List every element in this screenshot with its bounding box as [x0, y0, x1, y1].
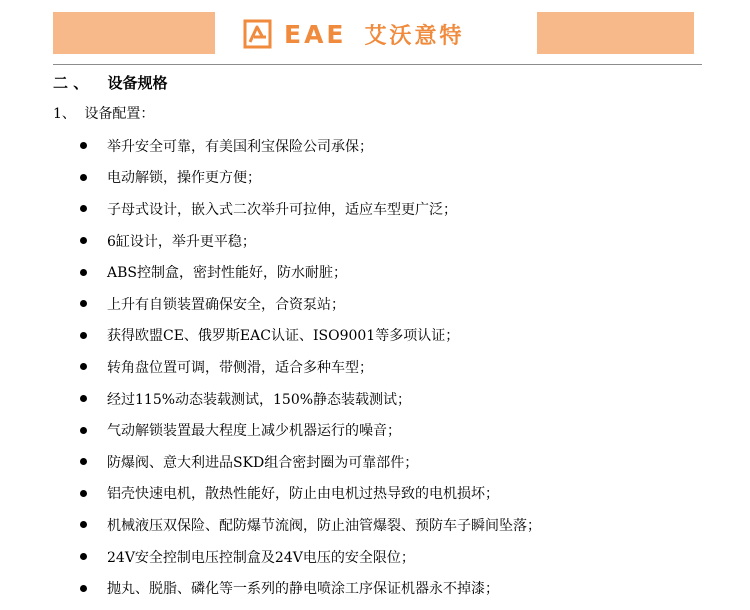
feature-text: 气动解锁装置最大程度上减少机器运行的噪音； — [107, 423, 401, 440]
feature-item — [80, 509, 541, 541]
bullet-icon — [80, 300, 87, 307]
bullet-icon — [80, 521, 87, 528]
subsection-title: 设备配置： — [84, 106, 155, 122]
feature-text: 24V安全控制电压控制盒及24V电压的安全限位； — [107, 549, 415, 566]
feature-text: ABS控制盒，密封性能好，防水耐脏； — [107, 265, 347, 282]
logo-latin-text: EAE — [284, 19, 347, 49]
feature-item — [80, 256, 541, 288]
header-band-left — [53, 12, 215, 54]
feature-text: 上升有自锁装置确保安全，合资泵站； — [107, 296, 345, 313]
feature-text: 子母式设计，嵌入式二次举升可拉伸，适应车型更广泛； — [107, 201, 457, 218]
feature-text: 获得欧盟CE、俄罗斯EAC认证、ISO9001等多项认证； — [107, 328, 460, 345]
feature-item — [80, 320, 541, 352]
bullet-icon — [80, 205, 87, 212]
bullet-icon — [80, 269, 87, 276]
feature-list — [80, 130, 541, 604]
logo-mark-icon — [242, 18, 276, 50]
feature-item — [80, 446, 541, 478]
section-number: 二 、 — [53, 74, 89, 92]
feature-item — [80, 225, 541, 257]
bullet-icon — [80, 395, 87, 402]
feature-text: 抛丸、脱脂、磷化等一系列的静电喷涂工序保证机器永不掉漆； — [107, 581, 499, 598]
section-title: 设备规格 — [107, 74, 168, 92]
feature-text: 经过115%动态装载测试，150%静态装载测试； — [107, 391, 412, 408]
feature-item — [80, 541, 541, 573]
feature-item — [80, 414, 541, 446]
feature-item — [80, 162, 541, 194]
bullet-icon — [80, 363, 87, 370]
feature-text: 转角盘位置可调，带侧滑，适合多种车型； — [107, 359, 373, 376]
header-band-right — [537, 12, 694, 54]
bullet-icon — [80, 332, 87, 339]
bullet-icon — [80, 553, 87, 560]
section-heading — [53, 72, 167, 93]
bullet-icon — [80, 458, 87, 465]
bullet-icon — [80, 427, 87, 434]
feature-text: 防爆阀、意大利进品SKD组合密封圈为可靠部件； — [107, 454, 419, 471]
feature-text: 机械液压双保险、配防爆节流阀，防止油管爆裂、预防车子瞬间坠落； — [107, 517, 541, 534]
header-divider — [53, 64, 702, 65]
feature-item — [80, 351, 541, 383]
feature-item — [80, 193, 541, 225]
bullet-icon — [80, 237, 87, 244]
feature-item — [80, 288, 541, 320]
bullet-icon — [80, 490, 87, 497]
subsection-number: 1、 — [53, 106, 76, 122]
feature-text: 电动解锁，操作更方便； — [107, 170, 261, 187]
feature-item — [80, 572, 541, 604]
bullet-icon — [80, 142, 87, 149]
bullet-icon — [80, 174, 87, 181]
bullet-icon — [80, 585, 87, 592]
subsection-heading — [53, 103, 154, 123]
feature-item — [80, 383, 541, 415]
feature-text: 6缸设计，举升更平稳； — [107, 233, 256, 250]
feature-text: 举升安全可靠，有美国利宝保险公司承保； — [107, 138, 373, 155]
company-logo — [237, 14, 533, 54]
feature-text: 铝壳快速电机，散热性能好，防止由电机过热导致的电机损坏； — [107, 486, 499, 503]
feature-item — [80, 130, 541, 162]
feature-item — [80, 478, 541, 510]
logo-chinese-text: 艾沃意特 — [364, 23, 465, 49]
